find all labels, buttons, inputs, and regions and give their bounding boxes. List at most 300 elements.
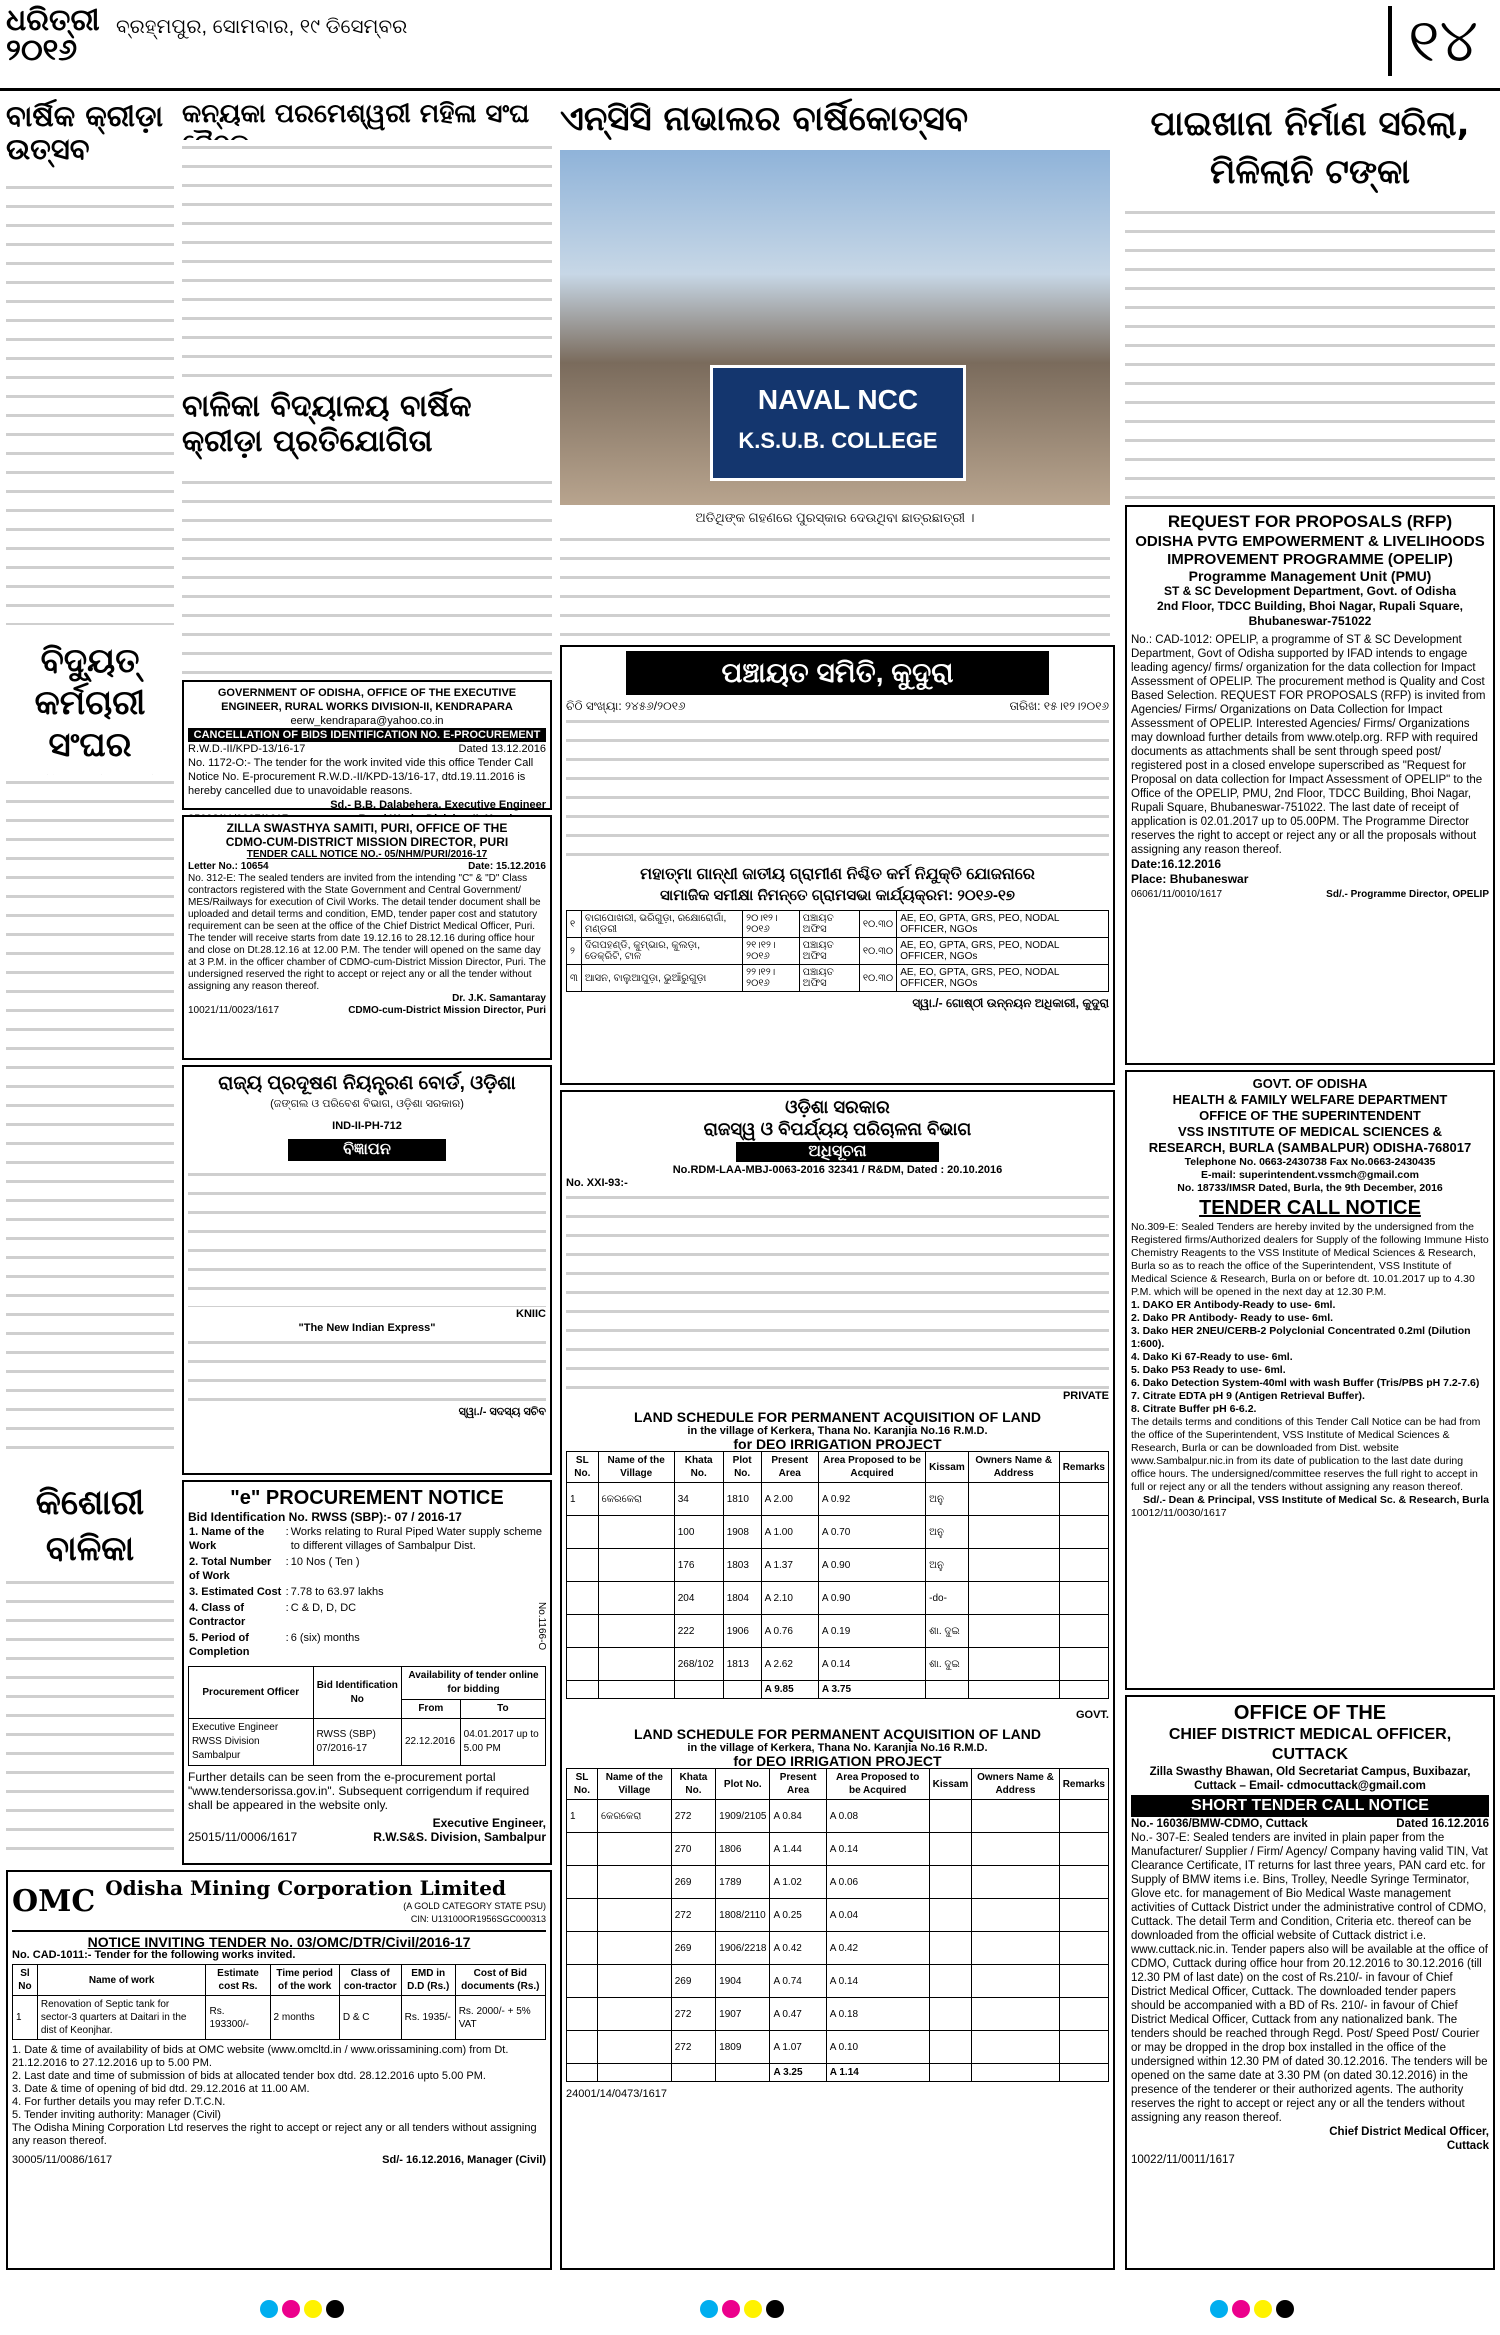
- spcb-body: [188, 1167, 546, 1307]
- land-cell: 272: [671, 2031, 715, 2064]
- land-cell: 1907: [716, 1998, 770, 2031]
- ad-rws-kendrapara: [182, 680, 552, 810]
- cdmo-addr: Zilla Swasthy Bhawan, Old Secretariat Campus, Buxibazar, Cuttack – Email- cdmocuttack@gmail.com: [1149, 1766, 1471, 1792]
- land-th: Khata No.: [671, 1769, 715, 1800]
- spcb-code: KNIIC: [516, 1308, 546, 1320]
- land-cell: [598, 1615, 674, 1648]
- ncc-photo-caption: ଅତିଥିଙ୍କ ଗହଣରେ ପୁରସ୍କାର ଦେଉଥିବା ଛାତ୍ରଛାତ୍ରୀ ।: [695, 510, 975, 525]
- land-cell: [1059, 1549, 1108, 1582]
- cdmo-date: Dated 16.12.2016: [1396, 1818, 1489, 1830]
- cdmo-body: No.- 307-E: Sealed tenders are invited in plain paper from the Manufacturer/ Supplier / Firm/ Agency/ Company having valid TIN, Vat Clearance Certificate, IT returns for last three years, PAN card etc. for Supply of BMW items i.e. Bins, Trolley, Needle Syringe Terminator, Glove etc. for management of Bio Medical Waste management activities of Cuttack District under the administrative control of CDMO, Cuttack. The detail Term and Condition, Criteria etc. thereof can be downloaded from the official website of Cuttack district i.e. www.cuttack.nic.in. Tender papers also will be available at the office of CDMO, Cuttack during office hour from 20.12.2016 to 30.12.2016 (till 12.30 PM of last date) on the cost of Rs.210/- in favour of Chief District Medical Officer, Cuttack. The downloaded tender papers should be accompanied with a BD of Rs. 210/- in favour of Chief District Medical Officer, Cuttack from any nationalized bank. The tenders should be reached through Regd. Post/ Speed Post/ Courier or may be dropped in the drop box installed in the office of the undersigned within 12.30 PM of dated 30.12.2016. The tenders will be opened on the same date at 3.30 PM (on dated 30.12.2016) in the presence of the tenderer or their authorized agents. The authority reserves the right to accept or reject any or all the tenders without assigning any reason thereof.: [1131, 1832, 1488, 2124]
- mgnrega-cell: ୨୨।୧୨।୨୦୧୬: [743, 965, 800, 992]
- magenta-swatch: [282, 2300, 300, 2318]
- vss-item: 3. Dako HER 2NEU/CERB-2 Polyclonial Concentrated 0.2ml (Dilution 1:600).: [1131, 1325, 1471, 1350]
- land-cell: [972, 1932, 1059, 1965]
- rfp-addr: 2nd Floor, TDCC Building, Bhoi Nagar, Rupali Square, Bhubaneswar-751022: [1156, 599, 1464, 628]
- land-cell: [598, 1648, 674, 1681]
- rwss-row: [188, 1630, 546, 1660]
- land-cell: [567, 2064, 598, 2082]
- rfp-date: Date:16.12.2016: [1131, 857, 1222, 871]
- land-cell: [567, 1582, 599, 1615]
- vss-email: E-mail: superintendent.vssmch@gmail.com: [1201, 1169, 1419, 1181]
- rwss-cell: :: [285, 1556, 289, 1568]
- land-row: [567, 1800, 1109, 1833]
- vss-item: 5. Dako P53 Ready to use- 6ml.: [1131, 1364, 1286, 1376]
- land-cell: [567, 1549, 599, 1582]
- land-cell: A 0.42: [770, 1932, 826, 1965]
- land-cell: [1059, 1800, 1108, 1833]
- ad-panchayat-samiti: [560, 645, 1115, 1085]
- land-row: [567, 1899, 1109, 1932]
- land-cell: [597, 1998, 671, 2031]
- land-row: [567, 1833, 1109, 1866]
- ncc-banner: [710, 365, 966, 481]
- panchayat-title: ପଞ୍ଚାୟତ ସମିତି, କୁଦୁରା: [626, 651, 1049, 695]
- page-number: ୧୪: [1388, 6, 1478, 76]
- land-cell: [567, 1932, 598, 1965]
- vss-l3: OFFICE OF THE SUPERINTENDENT: [1199, 1108, 1421, 1123]
- mgnrega-cell: ପଞ୍ଚାୟତ ଅଫିସ: [799, 965, 859, 992]
- article-girls-school-body: [182, 475, 552, 675]
- zss-letter: Letter No.: 10654: [188, 861, 269, 872]
- land-row: [567, 1932, 1109, 1965]
- rwss-side-code: No.1166-O: [536, 1602, 547, 1651]
- land-cell: [1059, 1932, 1108, 1965]
- mgnrega-cell: AE, EO, GPTA, GRS, PEO, NODAL OFFICER, NGOs: [897, 911, 1109, 938]
- land-cell: [1059, 1965, 1108, 1998]
- land-total: A 3.25: [770, 2064, 826, 2082]
- article-ncc-body: [560, 532, 1110, 640]
- land-cell: [1059, 1681, 1108, 1699]
- black-swatch: [326, 2300, 344, 2318]
- land-cell: [972, 1899, 1059, 1932]
- vss-sign: Sd/.- Dean & Principal, VSS Institute of Medical Sc. & Research, Burla: [1142, 1494, 1489, 1506]
- ad-cdmo-cuttack: [1125, 1695, 1495, 2270]
- land-cell: 272: [671, 1899, 715, 1932]
- land-cell: [567, 1998, 598, 2031]
- land-cell: 269: [671, 1965, 715, 1998]
- zss-body: No. 312-E: The sealed tenders are invited from the intending "C" & "D" Class contractors registered with the State Government and Central Government/ MES/Railways for execution of Civil Works. The detail tender document shall be uploaded and detail terms and condition, EMD, tender paper cost and statutory requirement can be seen at the office of the Chief District Medical Officer, Puri. The tender will receive starts from date 19.12.16 to 28.12.16 during office hour and close on Dt.28.12.16 at 12.00 P.M. The tender will opened on the same day at 3 P.M. in the officer chamber of CDMO-cum-District Mission Director, Puri. The undersigned reserved the right to accept or reject any or all the tender without assigning any reason thereof.: [188, 873, 546, 992]
- land-cell: A 0.74: [770, 1965, 826, 1998]
- omc-td: Renovation of Septic tank for sector-3 quarters at Daitari in the dist of Keonjhar.: [37, 1996, 206, 2040]
- vss-body: No.309-E: Sealed Tenders are hereby invited by the undersigned from the Registered firms/Authorized dealers for Supply of the following Immune Histo Chemistry Reagents to the VSS Institute of Medical Sciences & Research, Burla so as to reach the office of the Superintendent, VSS Institute of Medical Science & Research, Burla on or before dt. 10.01.2017 up to 4.30 P.M. which will be opened in the next day at 12.30 P.M.: [1131, 1221, 1489, 1298]
- land-th: Name of the Village: [597, 1769, 671, 1800]
- omc-name: Odisha Mining Corporation Limited: [105, 1876, 506, 1900]
- land-cell: [567, 1833, 598, 1866]
- headline-toilet: ପାଇଖାନା ନିର୍ମାଣ ସରିଲା, ମିଳିଲାନି ଟଙ୍କା: [1150, 104, 1470, 192]
- land-th: Owners Name & Address: [968, 1452, 1059, 1483]
- land2-code: 24001/14/0473/1617: [566, 2088, 667, 2100]
- land-cell: [1059, 1899, 1108, 1932]
- rws-email: eerw_kendrapara@yahoo.co.in: [290, 715, 444, 727]
- omc-sign: Sd/- 16.12.2016, Manager (Civil): [382, 2154, 546, 2166]
- land-cell: ଅନୁ: [926, 1516, 969, 1549]
- mgnrega-cell: ୨୧।୧୨।୨୦୧୬: [743, 938, 800, 965]
- land-cell: A 2.10: [761, 1582, 818, 1615]
- rwss-code: 25015/11/0006/1617: [188, 1830, 298, 1844]
- land-cell: [968, 1615, 1059, 1648]
- land-cell: [929, 1965, 972, 1998]
- land-cell: 268/102: [674, 1648, 723, 1681]
- vss-tel: Telephone No. 0663-2430738 Fax No.0663-2430435: [1184, 1156, 1436, 1168]
- land-cell: [597, 1866, 671, 1899]
- land-th: SL No.: [567, 1452, 599, 1483]
- rwss-cell: :: [285, 1586, 289, 1598]
- yellow-swatch: [744, 2300, 762, 2318]
- land-cell: [968, 1582, 1059, 1615]
- rwss-th: From: [402, 1700, 461, 1719]
- ad-vss-tender: [1125, 1070, 1495, 1690]
- rfp-sign: Sd/.- Programme Director, OPELIP: [1326, 889, 1489, 900]
- land-cell: [968, 1483, 1059, 1516]
- cdmo-sign2: Cuttack: [1446, 2140, 1489, 2152]
- land-cell: 1906/2218: [716, 1932, 770, 1965]
- land-th: SL No.: [567, 1769, 598, 1800]
- land-total: A 1.14: [826, 2064, 929, 2082]
- rwss-cell: 2. Total Number of Work: [189, 1556, 272, 1582]
- land-th: Kissam: [929, 1769, 972, 1800]
- vss-item: 4. Dako Ki 67-Ready to use- 6ml.: [1131, 1351, 1293, 1363]
- land-row: [567, 2031, 1109, 2064]
- rfp-pmu: Programme Management Unit (PMU): [1188, 568, 1432, 584]
- rwss-cell: 1. Name of the Work: [189, 1526, 265, 1552]
- land-row: [567, 1516, 1109, 1549]
- land-cell: [1059, 1866, 1108, 1899]
- rws-letter: No. 1172-O:- The tender for the work invited vide this office Tender Call Notice No. E-procurement R.W.D.-II/KPD-13/16-17, dtd.19.11.2016 is hereby cancelled due to unavoidable reasons.: [188, 757, 534, 797]
- land-cell: [567, 1516, 599, 1549]
- rwss-row: [188, 1554, 546, 1584]
- vss-l5: RESEARCH, BURLA (SAMBALPUR) ODISHA-768017: [1148, 1140, 1472, 1155]
- masthead-name: ଧରିତ୍ରୀ: [6, 3, 100, 38]
- land-cell: [723, 1681, 761, 1699]
- omc-th: Cost of Bid documents (Rs.): [455, 1965, 545, 1996]
- rwss-th: Availability of tender online for bidding: [402, 1667, 546, 1700]
- land-th: Plot No.: [723, 1452, 761, 1483]
- rwss-note: Further details can be seen from the e-procurement portal "www.tendersorissa.gov.in". Subsequent corrigendum if required shall be appeared in the website only.: [188, 1770, 530, 1812]
- land-th: Name of the Village: [598, 1452, 674, 1483]
- land-cell: A 0.14: [818, 1648, 925, 1681]
- land-total: A 3.75: [818, 1681, 925, 1699]
- land-cell: [972, 1998, 1059, 2031]
- land-cell: A 1.37: [761, 1549, 818, 1582]
- omc-td: Rs. 193300/-: [206, 1996, 270, 2040]
- land-cell: [567, 1866, 598, 1899]
- mgnrega-cell: ୧୦.୩୦: [859, 938, 896, 965]
- omc-note: 4. For further details you may refer D.T.C.N.: [12, 2096, 226, 2108]
- article-electric-body: [6, 775, 174, 1465]
- vss-item: 7. Citrate EDTA pH 9 (Antigen Retrieval Buffer).: [1131, 1390, 1365, 1402]
- mgnrega-table: [566, 910, 1109, 992]
- rwss-row: [188, 1600, 546, 1630]
- vss-l4: VSS INSTITUTE OF MEDICAL SCIENCES &: [1177, 1124, 1443, 1139]
- revenue-private: PRIVATE: [1062, 1390, 1109, 1402]
- omc-note: 5. Tender inviting authority: Manager (Civil): [12, 2109, 221, 2121]
- land-cell: 272: [671, 1998, 715, 2031]
- land-cell: A 0.04: [826, 1899, 929, 1932]
- land-cell: [929, 2031, 972, 2064]
- land-cell: [567, 1681, 599, 1699]
- vss-tail: The details terms and conditions of this Tender Call Notice can be had from the office of the Superintendent, VSS Institute of Medical Sciences & Research, Burla or can be downloaded from Dist. website www.Sambalpur.nic.in from its date of publication to the last date during office hours. The undersigned/committee reserves the full right to accept in full or reject any or all the tenders without assigning any reason thereof.: [1131, 1416, 1481, 1493]
- mgnrega-cell: AE, EO, GPTA, GRS, PEO, NODAL OFFICER, NGOs: [897, 965, 1109, 992]
- headline-electric: ବିଦ୍ୟୁତ୍ କର୍ମଚାରୀ ସଂଘର: [34, 641, 146, 765]
- mgnrega-cell: ୩: [567, 965, 582, 992]
- land-cell: [1059, 1516, 1108, 1549]
- land-cell: [929, 1932, 972, 1965]
- land-cell: [926, 1681, 969, 1699]
- land-cell: [972, 1800, 1059, 1833]
- land-cell: [567, 1899, 598, 1932]
- land-cell: ଶା. ଦୁଇ: [926, 1615, 969, 1648]
- land-cell: [597, 2031, 671, 2064]
- land-cell: [968, 1648, 1059, 1681]
- omc-tag: (A GOLD CATEGORY STATE PSU): [403, 1901, 546, 1911]
- spcb-title: ରାଜ୍ୟ ପ୍ରଦୂଷଣ ନିୟନ୍ତ୍ରଣ ବୋର୍ଡ, ଓଡ଼ିଶା: [218, 1073, 516, 1094]
- land-th: Area Proposed to be Acquired: [818, 1452, 925, 1483]
- headline-kishori: କିଶୋରୀ ବାଳିକା: [35, 1483, 145, 1569]
- land-cell: ଶା. ଦୁଇ: [926, 1648, 969, 1681]
- cyan-swatch: [1210, 2300, 1228, 2318]
- rwss-th: Bid Identification No: [313, 1667, 402, 1719]
- land-cell: [597, 1965, 671, 1998]
- land2-table: [566, 1768, 1109, 2082]
- land-th: Area Proposed to be Acquired: [826, 1769, 929, 1800]
- rwss-row: [188, 1584, 546, 1600]
- omc-code: 30005/11/0086/1617: [12, 2154, 113, 2166]
- land-cell: [597, 1833, 671, 1866]
- spcb-body2: [188, 1335, 546, 1405]
- revenue-govt: GOVT.: [1075, 1709, 1109, 1721]
- land-cell: 1: [567, 1483, 599, 1516]
- omc-td: Rs. 2000/- + 5% VAT: [455, 1996, 545, 2040]
- land-cell: [929, 1998, 972, 2031]
- cdmo-l2: CHIEF DISTRICT MEDICAL OFFICER, CUTTACK: [1168, 1726, 1452, 1763]
- land-row: [567, 1648, 1109, 1681]
- land-cell: 1: [567, 1800, 598, 1833]
- land-cell: A 0.70: [818, 1516, 925, 1549]
- cdmo-l1: OFFICE OF THE: [1233, 1702, 1387, 1724]
- land-cell: ଅନୁ: [926, 1483, 969, 1516]
- land-cell: 1803: [723, 1549, 761, 1582]
- article-toilet-body: [1125, 205, 1495, 500]
- land-cell: ଅନୁ: [926, 1549, 969, 1582]
- land-cell: [929, 1866, 972, 1899]
- land-cell: [597, 1932, 671, 1965]
- land-cell: A 0.76: [761, 1615, 818, 1648]
- land1-sub: in the village of Kerkera, Thana No. Karanjia No.16 R.M.D.: [687, 1425, 988, 1437]
- article-sports-body: [6, 180, 174, 625]
- cyan-swatch: [700, 2300, 718, 2318]
- land-cell: A 0.47: [770, 1998, 826, 2031]
- vss-l2: HEALTH & FAMILY WELFARE DEPARTMENT: [1172, 1092, 1448, 1107]
- land-total: A 9.85: [761, 1681, 818, 1699]
- spcb-sign: ସ୍ୱା./- ସଦସ୍ୟ ସଚିବ: [458, 1406, 546, 1418]
- headline-girls-school: ବାଳିକା ବିଦ୍ୟାଳୟ ବାର୍ଷିକ କ୍ରୀଡ଼ା ପ୍ରତିଯୋଗିତା: [182, 389, 472, 459]
- land-th: Owners Name & Address: [972, 1769, 1059, 1800]
- land-cell: 1809: [716, 2031, 770, 2064]
- land1-table: [566, 1451, 1109, 1699]
- land-header-row: [567, 1769, 1109, 1800]
- land-cell: [972, 1866, 1059, 1899]
- vss-item: 1. DAKO ER Antibody-Ready to use- 6ml.: [1131, 1299, 1336, 1311]
- rwss-cell: :: [285, 1526, 289, 1538]
- cdmo-code: 10022/11/0011/1617: [1131, 2154, 1235, 2166]
- rws-ref: R.W.D.-II/KPD-13/16-17: [188, 743, 306, 755]
- rwss-cell: 4. Class of Contractor: [189, 1602, 246, 1628]
- land-cell: A 0.10: [826, 2031, 929, 2064]
- land-cell: କେରକେରା: [597, 1800, 671, 1833]
- revenue-ref: No.RDM-LAA-MBJ-0063-2016 32341 / R&DM, Dated : 20.10.2016: [672, 1164, 1003, 1176]
- ad-zss-puri: [182, 815, 552, 1060]
- land-th: Remarks: [1059, 1452, 1108, 1483]
- land-cell: [972, 1833, 1059, 1866]
- rwss-th: Procurement Officer: [189, 1667, 314, 1719]
- registration-marks-right: [1210, 2300, 1298, 2323]
- rwss-sign: Executive Engineer,: [432, 1816, 546, 1830]
- mgnrega-row: [567, 911, 1109, 938]
- spcb-sub: (ଜଙ୍ଗଲ ଓ ପରିବେଶ ବିଭାଗ, ଓଡ଼ିଶା ସରକାର): [270, 1098, 464, 1110]
- land-cell: 176: [674, 1549, 723, 1582]
- land-cell: [968, 1681, 1059, 1699]
- mgnrega-cell: ବାଗପୋଖରୀ, ଭରିଗୁଡ଼ା, ରକ୍ଷୋରୋଗାଁ, ମଣ୍ଡରୀ: [581, 911, 742, 938]
- land-cell: 222: [674, 1615, 723, 1648]
- rws-line1: GOVERNMENT OF ODISHA, OFFICE OF THE EXECUTIVE: [217, 687, 517, 699]
- mgnrega-cell: ଆସନ, ବାଲୁଆପୁଡ଼ା, ଭୁଆଁରୁଗୁଡ଼ା: [581, 965, 742, 992]
- land-cell: [567, 1648, 599, 1681]
- zss-line1: ZILLA SWASTHYA SAMITI, PURI, OFFICE OF THE: [226, 821, 508, 835]
- land-th: Kissam: [926, 1452, 969, 1483]
- headline-sports: ବାର୍ଷିକ କ୍ରୀଡ଼ା ଉତ୍ସବ: [6, 99, 164, 167]
- vss-no: No. 18733/IMSR Dated, Burla, the 9th December, 2016: [1177, 1182, 1443, 1194]
- land-cell: A 0.14: [826, 1833, 929, 1866]
- land2-title: LAND SCHEDULE FOR PERMANENT ACQUISITION OF LAND: [633, 1726, 1042, 1742]
- mgnrega-cell: ୧୦.୩୦: [859, 965, 896, 992]
- rwss-cell: 3. Estimated Cost: [189, 1586, 282, 1598]
- land-cell: [671, 2064, 715, 2082]
- land-cell: [972, 2064, 1059, 2082]
- omc-table: [12, 1964, 546, 2040]
- yellow-swatch: [304, 2300, 322, 2318]
- land-cell: A 0.42: [826, 1932, 929, 1965]
- mgnrega-cell: ୧୦.୩୦: [859, 911, 896, 938]
- land-cell: 1909/2105: [716, 1800, 770, 1833]
- panchayat-body: [566, 714, 1109, 864]
- black-swatch: [1276, 2300, 1294, 2318]
- mgnrega-cell: ପଞ୍ଚାୟତ ଅଫିସ: [799, 911, 859, 938]
- rwss-td: 04.01.2017 up to 5.00 PM: [460, 1719, 545, 1766]
- rwss-cell: :: [285, 1632, 289, 1644]
- mgnrega-sign: ସ୍ୱା./- ଗୋଷ୍ଠୀ ଉନ୍ନୟନ ଅଧିକାରୀ, କୁଦୁରା: [912, 996, 1109, 1010]
- land-cell: 269: [671, 1932, 715, 1965]
- land-cell: A 0.18: [826, 1998, 929, 2031]
- land-cell: A 0.19: [818, 1615, 925, 1648]
- land-cell: 34: [674, 1483, 723, 1516]
- cdmo-no: No.- 16036/BMW-CDMO, Cuttack: [1131, 1818, 1308, 1830]
- land-cell: [1059, 1615, 1108, 1648]
- land-cell: [929, 2064, 972, 2082]
- land-cell: A 0.90: [818, 1549, 925, 1582]
- registration-marks-center: [700, 2300, 788, 2323]
- land-cell: [968, 1549, 1059, 1582]
- ad-revenue-department: [560, 1090, 1115, 2270]
- rws-date: Dated 13.12.2016: [458, 743, 546, 755]
- land-row: [567, 1549, 1109, 1582]
- headline-ncc: ଏନ୍‌ସିସି ନାଭାଲର ବାର୍ଷିକୋତ୍ସବ: [560, 99, 969, 139]
- land-cell: 1813: [723, 1648, 761, 1681]
- rws-sign: Sd.- B.B. Dalabehera, Executive Engineer: [330, 799, 546, 811]
- rwss-cell: 5. Period of Completion: [189, 1632, 250, 1658]
- article-kanyaka-body: [182, 140, 552, 380]
- land-cell: [567, 2031, 598, 2064]
- mgnrega-cell: ଦିଗପହଣ୍ଡି, କୁମ୍ଭାର, କୁଲଡ଼ା, ଡେକ୍ରିଟି, ଟାଳ: [581, 938, 742, 965]
- land-cell: A 2.62: [761, 1648, 818, 1681]
- ad-rwss-eprocurement: [182, 1480, 552, 1865]
- land-cell: A 1.00: [761, 1516, 818, 1549]
- land-cell: [972, 1965, 1059, 1998]
- rfp-title: REQUEST FOR PROPOSALS (RFP): [1167, 512, 1453, 531]
- land-cell: [1059, 1582, 1108, 1615]
- rwss-bid: Bid Identification No. RWSS (SBP):- 07 / 2016-17: [188, 1510, 462, 1524]
- mgnrega-title: ମହାତ୍ମା ଗାନ୍ଧୀ ଜାତୀୟ ଗ୍ରାମୀଣ ନିଶ୍ଚିତ କର୍ମ ନିଯୁକ୍ତି ଯୋଜନାରେ: [640, 866, 1035, 883]
- land-cell: A 0.25: [770, 1899, 826, 1932]
- black-swatch: [766, 2300, 784, 2318]
- zss-sign: Dr. J.K. Samantaray: [452, 993, 546, 1004]
- zss-title: TENDER CALL NOTICE NO.- 05/NHM/PURI/2016-17: [246, 849, 488, 860]
- land-cell: [716, 2064, 770, 2082]
- land-cell: -do-: [926, 1582, 969, 1615]
- rfp-place: Place: Bhubaneswar: [1131, 872, 1249, 886]
- land-row: [567, 1615, 1109, 1648]
- headline-kanyaka: କନ୍ୟକା ପରମେଶ୍ୱରୀ ମହିଳା ସଂଘ: [182, 99, 530, 129]
- land-th: Present Area: [770, 1769, 826, 1800]
- rws-line2: ENGINEER, RURAL WORKS DIVISION-II, KENDRAPARA: [221, 701, 513, 713]
- land-cell: [929, 1833, 972, 1866]
- omc-th: Time period of the work: [270, 1965, 339, 1996]
- land-cell: 1904: [716, 1965, 770, 1998]
- land-cell: [598, 1516, 674, 1549]
- spcb-notice: ବିଜ୍ଞାପନ: [288, 1139, 446, 1161]
- spcb-newspaper: "The New Indian Express": [298, 1322, 436, 1334]
- yellow-swatch: [1254, 2300, 1272, 2318]
- spcb-ref: IND-II-PH-712: [332, 1120, 402, 1132]
- land-cell: A 0.84: [770, 1800, 826, 1833]
- masthead-year: ୨୦୧୬: [6, 33, 78, 68]
- vss-l1: GOVT. OF ODISHA: [1252, 1076, 1368, 1091]
- land-cell: A 1.07: [770, 2031, 826, 2064]
- ncc-photo: [560, 150, 1110, 505]
- omc-th: Name of work: [37, 1965, 206, 1996]
- rws-title: CANCELLATION OF BIDS IDENTIFICATION NO. E-PROCUREMENT: [188, 728, 546, 742]
- land-cell: [1059, 1648, 1108, 1681]
- omc-td: Rs. 1935/-: [401, 1996, 455, 2040]
- land-cell: 204: [674, 1582, 723, 1615]
- land-cell: 1810: [723, 1483, 761, 1516]
- zss-office: CDMO-cum-District Mission Director, Puri: [348, 1005, 546, 1016]
- mgnrega-sub: ସାମାଜିକ ସମୀକ୍ଷା ନିମନ୍ତେ ଗ୍ରାମସଭା କାର୍ଯ୍ୟକ୍ରମ: ୨୦୧୬-୧୭: [660, 887, 1015, 904]
- land-cell: A 1.02: [770, 1866, 826, 1899]
- rfp-org: ODISHA PVTG EMPOWERMENT & LIVELIHOODS IMPROVEMENT PROGRAMME (OPELIP): [1135, 533, 1485, 568]
- page-header: [0, 0, 1500, 91]
- mgnrega-cell: ପଞ୍ଚାୟତ ଅଫିସ: [799, 938, 859, 965]
- land-cell: [929, 1800, 972, 1833]
- land-cell: [598, 1681, 674, 1699]
- rwss-td: Executive Engineer RWSS Division Sambalpur: [189, 1719, 314, 1766]
- land-row: [567, 1483, 1109, 1516]
- land2-proj: for DEO IRRIGATION PROJECT: [733, 1753, 942, 1769]
- land-cell: [598, 1549, 674, 1582]
- omc-th: Sl No: [13, 1965, 38, 1996]
- land-cell: [1059, 1833, 1108, 1866]
- omc-th: Estimate cost Rs.: [206, 1965, 270, 1996]
